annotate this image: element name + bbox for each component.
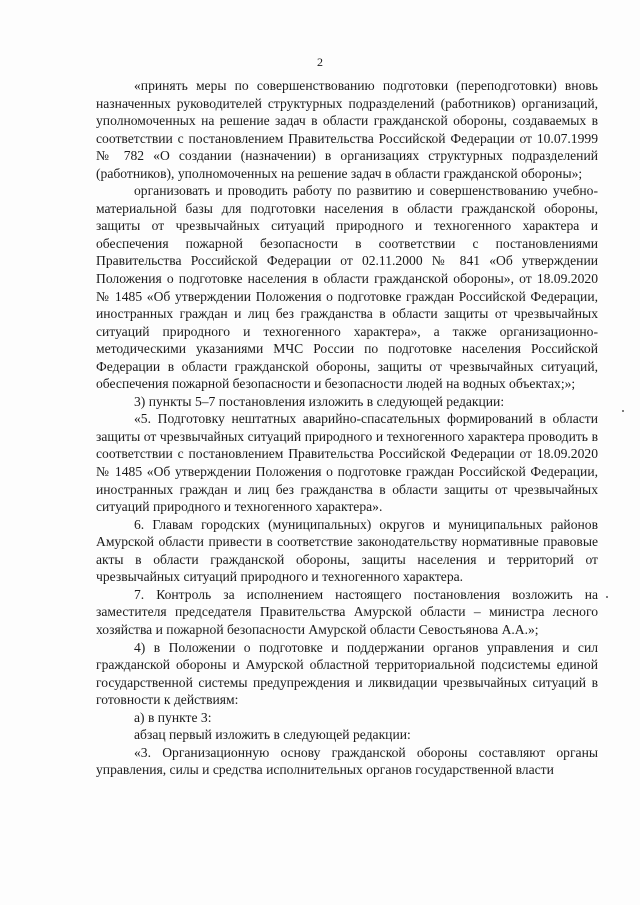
paragraph-first-clause-edit: абзац первый изложить в следующей редакции: xyxy=(134,727,411,743)
paragraph-subitem-a: а) в пункте 3: xyxy=(134,709,212,725)
scan-speck xyxy=(622,410,624,412)
paragraph-item-5: «5. Подготовку нештатных аварийно-спасательных формирований в области защиты от чрезвычайных ситуаций природного и техногенного характера проводить в соответствии с постановлением Правительства Российской Федерации от 18.09.2020 № 1485 «Об утверждении Положения о подготовке граждан Российской Федерации, иностранных граждан и лиц без гражданства в области защиты от чрезвычайных ситуаций природного и техногенного характера». xyxy=(96,411,598,515)
paragraph-item-3-new-text: «3. Организационную основу гражданской обороны составляют органы управления, силы и средства исполнительных органов государственной власти xyxy=(96,744,598,778)
paragraph-training-base-development: организовать и проводить работу по развитию и совершенствованию учебно-материальной базы для подготовки населения в области гражданской обороны, защиты от чрезвычайных ситуаций природного и техногенного характера и обеспечения пожарной безопасности в соответствии с постановлениями Правительства Российской Федерации от 02.11.2000 № 841 «Об утверждении Положения о подготовке населения в области гражданской обороны», от 18.09.2020 № 1485 «Об утверждении Положения о подготовке граждан Российской Федерации, иностранных граждан и лиц без гражданства в области защиты от чрезвычайных ситуаций природного и техногенного характера», а также организационно-методическими указаниями МЧС России по подготовке населения Российской Федерации в области гражданской обороны, защиты от чрезвычайных ситуаций, обеспечения пожарной безопасности и безопасности людей на водных объектах;»; xyxy=(96,183,598,392)
document-body xyxy=(96,77,598,779)
paragraph-item-7: 7. Контроль за исполнением настоящего постановления возложить на заместителя председателя Правительства Амурской области – министра лесного хозяйства и пожарной безопасности Амурской области Севостьянова А.А.»; xyxy=(96,586,598,637)
paragraph-regulation-amendment-4: 4) в Положении о подготовке и поддержании органов управления и сил гражданской обороны и Амурской областной территориальной подсистемы единой государственной системы предупреждения и ликвидации чрезвычайных ситуаций в готовности к действиям: xyxy=(96,639,598,708)
page-number: 2 xyxy=(317,55,323,69)
paragraph-item-6: 6. Главам городских (муниципальных) округов и муниципальных районов Амурской области привести в соответствие законодательству нормативные правовые акты в области гражданской обороны, защиты населения и территорий от чрезвычайных ситуаций природного и техногенного характера. xyxy=(96,516,598,585)
paragraph-civil-defense-training-measures: «принять меры по совершенствованию подготовки (переподготовки) вновь назначенных руководителей структурных подразделений (работников) организаций, уполномоченных на решение задач в области гражданской обороны, создаваемых в соответствии с постановлением Правительства Российской Федерации от 10.07.1999 № 782 «О создании (назначении) в организациях структурных подразделений (работников), уполномоченных на решение задач в области гражданской обороны»; xyxy=(96,78,598,181)
paragraph-amend-items-5-7: 3) пункты 5–7 постановления изложить в следующей редакции: xyxy=(134,393,505,409)
scan-speck xyxy=(606,596,608,598)
